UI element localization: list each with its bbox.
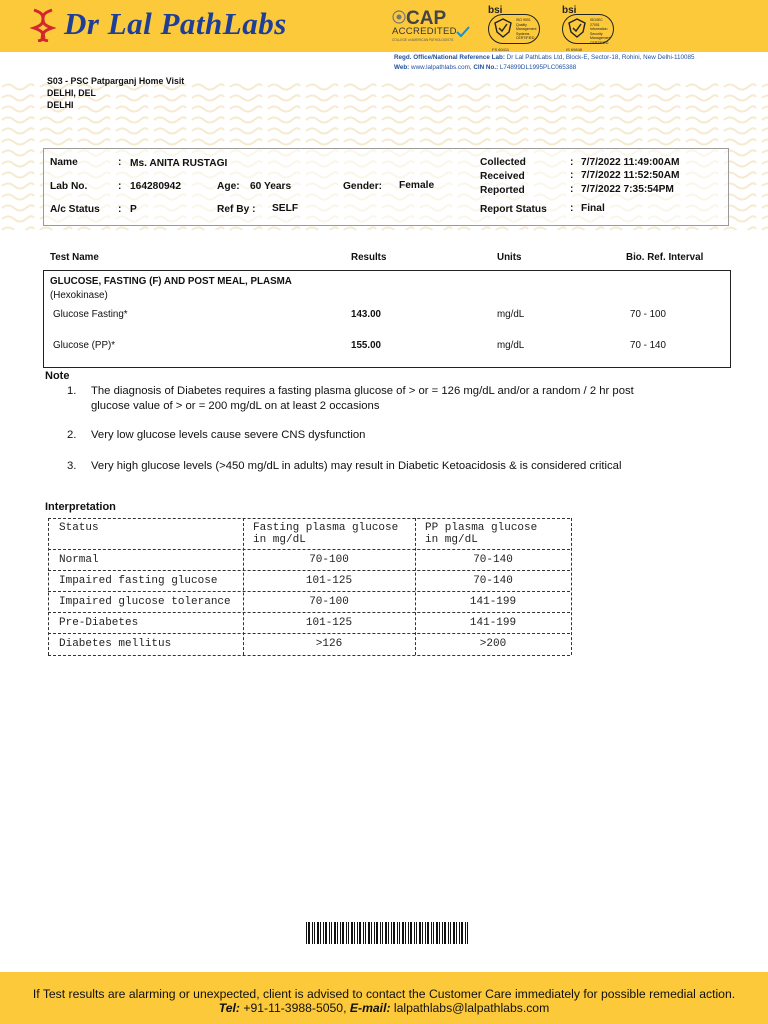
- interp-row-fasting: 101-125: [305, 575, 353, 587]
- result-test-name: Glucose Fasting*: [53, 309, 128, 320]
- result-ref-range: 70 - 140: [630, 340, 666, 351]
- labno-label: Lab No.: [50, 181, 88, 192]
- received-label: Received: [480, 171, 525, 182]
- cap-title: CAP: [406, 8, 447, 29]
- bsi-logo: bsi: [562, 5, 577, 16]
- result-test-name: Glucose (PP)*: [53, 340, 116, 351]
- interp-row-pp: 70-140: [473, 575, 513, 587]
- report-status-value: Final: [581, 203, 605, 214]
- collected-label: Collected: [480, 157, 526, 168]
- bsi-iso9001-badge: [486, 5, 544, 52]
- ac-status-value: P: [130, 204, 137, 215]
- interp-row-status: Impaired glucose tolerance: [59, 596, 231, 608]
- patient-name: Ms. ANITA RUSTAGI: [130, 158, 228, 169]
- ac-status-label: A/c Status: [50, 204, 100, 215]
- interp-col-status: Status: [59, 522, 99, 534]
- result-value: 155.00: [351, 340, 381, 351]
- registered-office: Regd. Office/National Reference Lab: Dr Lal PathLabs Ltd, Block-E, Sector-18, Rohini, New Delhi-110085: [394, 54, 695, 61]
- ref-by-value: SELF: [272, 203, 299, 214]
- interp-row-fasting: >126: [315, 638, 343, 650]
- interp-row-pp: 70-140: [473, 554, 513, 566]
- kitemark-icon: [568, 18, 586, 38]
- cap-caption: COLLEGE of AMERICAN PATHOLOGISTS: [392, 38, 454, 42]
- reported-datetime: 7/7/2022 7:35:54PM: [581, 184, 674, 195]
- bsi-logo: bsi: [488, 5, 503, 16]
- address-state: DELHI: [47, 100, 74, 110]
- col-header-test-name: Test Name: [50, 252, 99, 263]
- interp-row-status: Pre-Diabetes: [59, 617, 139, 629]
- tel-label: Tel:: [218, 1001, 240, 1015]
- bsi-right-code: IS 69848: [566, 47, 583, 52]
- brand-logo-text: Dr Lal PathLabs: [64, 6, 287, 41]
- note-heading: Note: [45, 370, 70, 382]
- dna-logo-icon: [30, 8, 56, 42]
- result-unit: mg/dL: [497, 340, 525, 351]
- panel-title: GLUCOSE, FASTING (F) AND POST MEAL, PLASMA: [50, 276, 292, 287]
- age-value: 60 Years: [250, 181, 292, 192]
- note-item: Very high glucose levels (>450 mg/dL in adults) may result in Diabetic Ketoacidosis & is considered critical: [91, 460, 622, 472]
- interp-row-pp: >200: [479, 638, 507, 650]
- result-value: 143.00: [351, 309, 381, 320]
- received-datetime: 7/7/2022 11:52:50AM: [581, 170, 680, 181]
- interp-row-fasting: 70-100: [309, 554, 349, 566]
- name-label: Name: [50, 157, 78, 168]
- barcode-image: [306, 922, 472, 944]
- report-status-label: Report Status: [480, 204, 547, 215]
- cap-seal-icon: [392, 10, 406, 24]
- bsi-iso27001-badge: [560, 5, 618, 52]
- col-header-results: Results: [351, 252, 387, 263]
- cap-accredited-logo: [392, 8, 472, 44]
- col-header-ref-interval: Bio. Ref. Interval: [626, 252, 704, 263]
- bsi-left-code: FS 60411: [492, 47, 510, 52]
- interp-col-fasting-unit: in mg/dL: [253, 534, 306, 546]
- bsi-left-description: ISO 9001 Quality Management Systems CERTIFIED: [516, 18, 537, 40]
- panel-method: (Hexokinase): [50, 290, 108, 301]
- collection-centre: S03 - PSC Patparganj Home Visit: [47, 76, 185, 86]
- interp-row-status: Normal: [59, 554, 99, 566]
- interpretation-heading: Interpretation: [45, 501, 116, 513]
- interp-row-status: Impaired fasting glucose: [59, 575, 218, 587]
- bsi-right-description: ISO/IEC 27001 Information Security Management CERTIFIED: [590, 18, 611, 45]
- ref-by-label: Ref By :: [217, 204, 256, 215]
- checkmark-icon: [456, 26, 470, 38]
- result-unit: mg/dL: [497, 309, 525, 320]
- col-header-units: Units: [497, 252, 522, 263]
- lab-number: 164280942: [130, 181, 181, 192]
- interp-col-pp: PP plasma glucose: [425, 522, 538, 534]
- address-city: DELHI, DEL: [47, 88, 96, 98]
- interp-row-status: Diabetes mellitus: [59, 638, 172, 650]
- interp-col-pp-unit: in mg/dL: [425, 534, 478, 546]
- footer-advisory: If Test results are alarming or unexpected, client is advised to contact the Customer Care immediately for possible remedial action.: [32, 987, 736, 1001]
- email-link[interactable]: lalpathlabs@lalpathlabs.com: [393, 1001, 550, 1015]
- kitemark-icon: [494, 18, 512, 38]
- website-link[interactable]: www.lalpathlabs.com,: [411, 64, 472, 71]
- note-number: 2.: [67, 429, 77, 441]
- website-cin: Web: www.lalpathlabs.com, CIN No.: L74899DL1995PLC065388: [394, 64, 577, 71]
- cap-subtitle: ACCREDITED: [392, 26, 457, 37]
- collected-datetime: 7/7/2022 11:49:00AM: [581, 157, 680, 168]
- interp-row-pp: 141-199: [469, 596, 517, 608]
- gender-label: Gender:: [343, 181, 383, 192]
- interp-row-fasting: 101-125: [305, 617, 353, 629]
- gender-value: Female: [399, 180, 435, 191]
- note-item: The diagnosis of Diabetes requires a fasting plasma glucose of > or = 126 mg/dL and/or a random / 2 hr post glucose value of > or = 200 mg/dL on at least 2 occasions: [91, 385, 634, 412]
- interp-row-fasting: 70-100: [309, 596, 349, 608]
- tel-number[interactable]: +91-11-3988-5050,: [243, 1001, 347, 1015]
- note-number: 1.: [67, 385, 77, 397]
- reported-label: Reported: [480, 185, 525, 196]
- interp-col-fasting: Fasting plasma glucose: [253, 522, 399, 534]
- interp-row-pp: 141-199: [469, 617, 517, 629]
- note-number: 3.: [67, 460, 77, 472]
- footer-contact: [0, 1001, 768, 1015]
- age-label: Age:: [217, 181, 240, 192]
- note-item: Very low glucose levels cause severe CNS dysfunction: [91, 429, 366, 441]
- result-ref-range: 70 - 100: [630, 309, 666, 320]
- email-label: E-mail:: [349, 1001, 391, 1015]
